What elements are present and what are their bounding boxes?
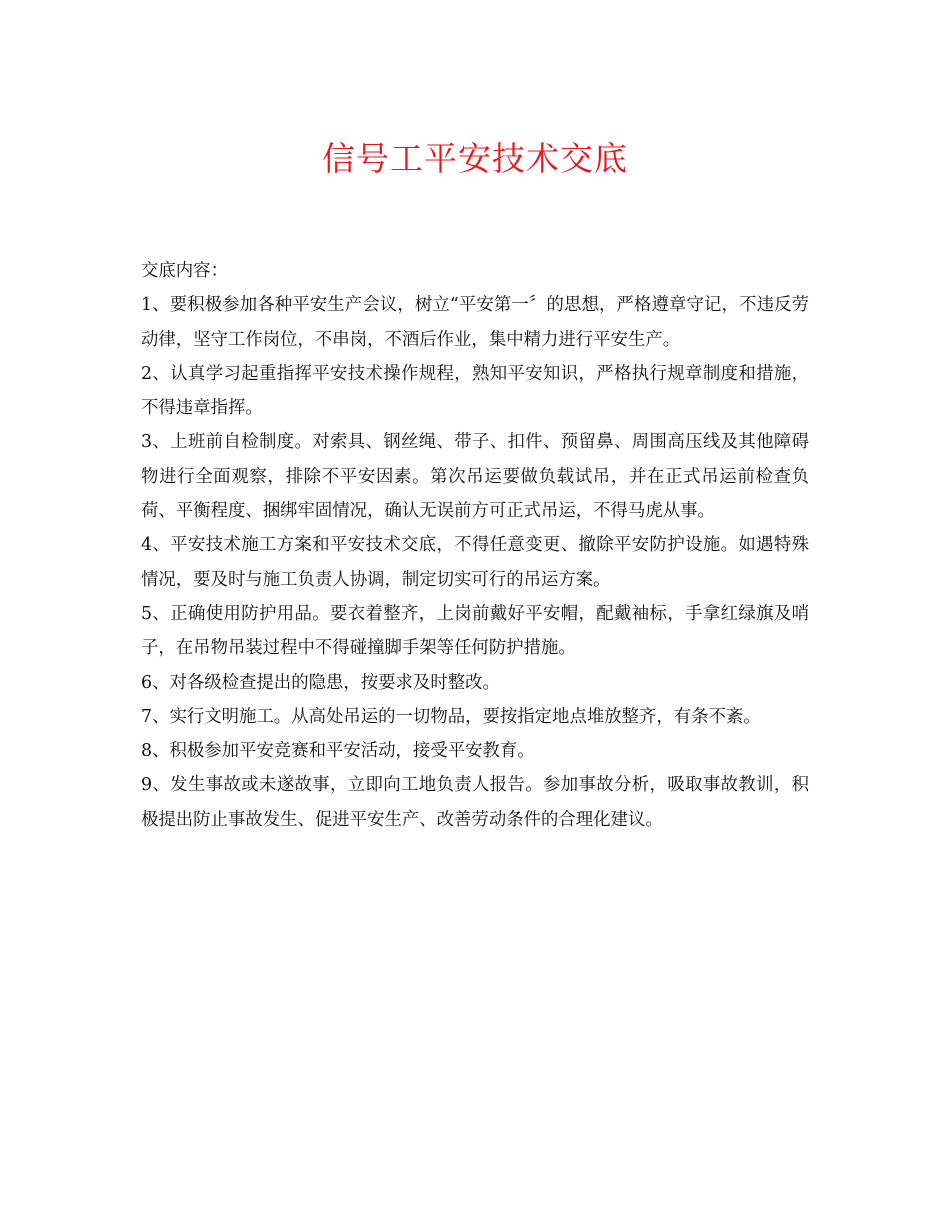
list-item: 5、正确使用防护用品。要衣着整齐，上岗前戴好平安帽，配戴袖标，手拿红绿旗及哨子，在吊物吊装过程中不得碰撞脚手架等任何防护措施。 (141, 603, 809, 659)
list-item: 6、对各级检查提出的隐患，按要求及时整改。 (141, 672, 500, 693)
list-item: 4、平安技术施工方案和平安技术交底，不得任意变更、撤除平安防护设施。如遇特殊情况，要及时与施工负责人协调，制定切实可行的吊运方案。 (141, 535, 809, 590)
document-title: 信号工平安技术交底 (322, 139, 628, 178)
list-item: 3、上班前自检制度。对索具、钢丝绳、带子、扣件、预留鼻、周围高压线及其他障碍物进行全面观察，排除不平安因素。第次吊运要做负载试吊，并在正式吊运前检查负荷、平衡程度、捆绑牢固情况，确认无误前方可正式吊运，不得马虎从事。 (141, 432, 809, 522)
list-item: 7、实行文明施工。从高处吊运的一切物品，要按指定地点堆放整齐，有条不紊。 (141, 706, 761, 727)
list-item: 1、要积极参加各种平安生产会议，树立“平安第一〞的思想，严格遵章守记，不违反劳动律，坚守工作岗位，不串岗，不酒后作业，集中精力进行平安生产。 (141, 295, 809, 350)
list-item: 9、发生事故或未遂故事，立即向工地负责人报告。参加事故分析，吸取事故教训，积极提出防止事故发生、促进平安生产、改善劳动条件的合理化建议。 (141, 775, 809, 830)
list-item: 8、积极参加平安竞赛和平安活动，接受平安教育。 (141, 741, 535, 762)
document-body (141, 254, 809, 837)
list-item: 2、认真学习起重指挥平安技术操作规程，熟知平安知识，严格执行规章制度和措施，不得违章指挥。 (141, 363, 809, 419)
intro-label: 交底内容： (141, 261, 228, 281)
